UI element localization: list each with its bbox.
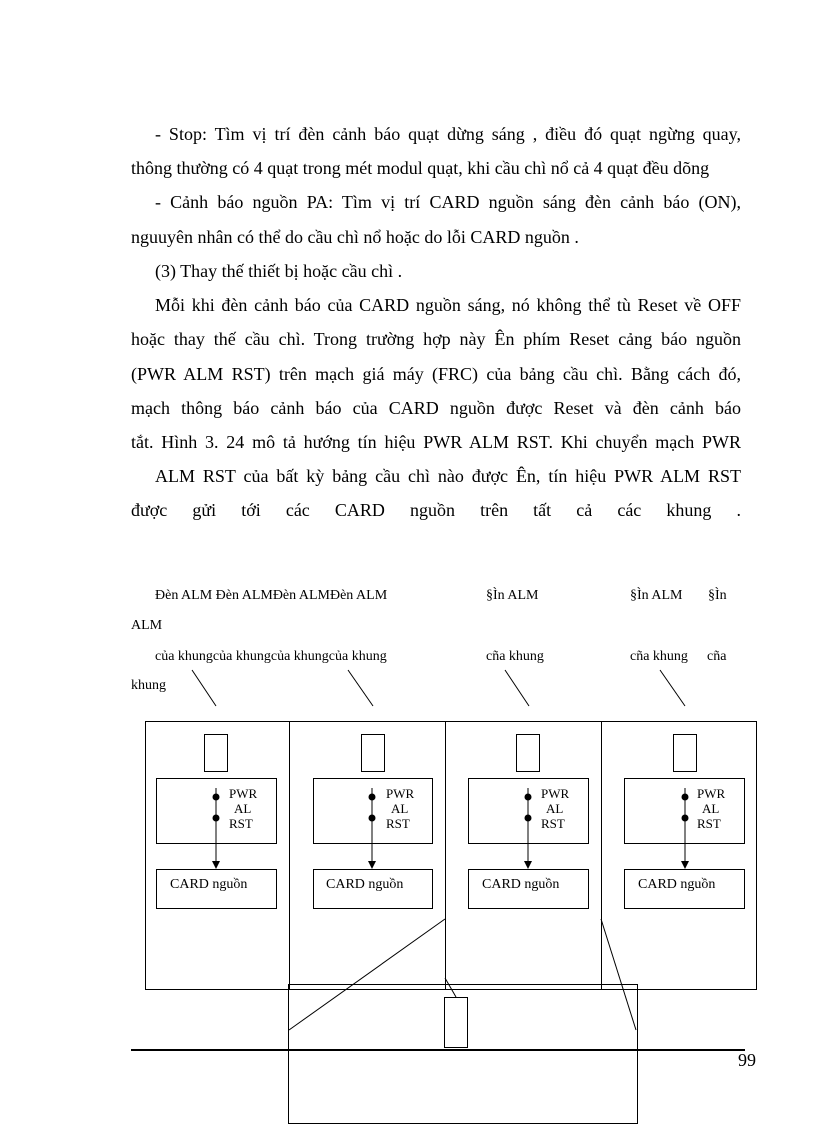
alm-lamp-3: [516, 734, 540, 772]
alm-lamp-1: [204, 734, 228, 772]
card-label-1: CARD nguồn: [170, 877, 248, 892]
fuse-board-switch: [444, 997, 468, 1048]
switch-label-4: PWR AL RST: [697, 786, 726, 831]
p3-text: (3) Thay thế thiết bị hoặc cầu chì .: [155, 261, 403, 281]
alm-lamp-4: [673, 734, 697, 772]
card-label-4: CARD nguồn: [638, 877, 716, 892]
p4-line1: Mỗi khi đèn cảnh báo của CARD nguồn sáng, nó không thể tù Reset về OFF: [155, 295, 741, 315]
diagram-label-row3-c: cña khung: [630, 649, 688, 664]
p4-line7: được gửi tới các CARD nguồn trên tất cả các khung .: [131, 500, 741, 520]
diagram-label-row3-a: của khungcủa khungcủa khungcủa khung: [155, 649, 387, 664]
diagram-label-row4: khung: [131, 678, 166, 693]
p4-line5: tắt. Hình 3. 24 mô tả hướng tín hiệu PWR ALM RST. Khi chuyển mạch PWR: [131, 432, 741, 452]
p4-line4: mạch thông báo cảnh báo của CARD nguồn được Reset và đèn cảnh báo: [131, 398, 741, 418]
p4-line6: ALM RST của bất kỳ bảng cầu chì nào được Ên, tín hiệu PWR ALM RST: [155, 466, 741, 486]
p2-line1: - Cảnh báo nguồn PA: Tìm vị trí CARD nguồn sáng đèn cảnh báo (ON),: [155, 192, 741, 212]
card-label-3: CARD nguồn: [482, 877, 560, 892]
p1-line1: - Stop: Tìm vị trí đèn cảnh báo quạt dừng sáng , điều đó quạt ngừng quay,: [155, 124, 741, 144]
switch-box-4: [624, 778, 745, 844]
diagram-label-row1-a: Đèn ALM Đèn ALMĐèn ALMĐèn ALM: [155, 588, 388, 603]
p2-line2: nguuyên nhân có thể do cầu chì nổ hoặc do lỗi CARD nguồn .: [131, 227, 579, 247]
diagram-label-row1-d: §Ìn: [708, 588, 727, 603]
diagram-label-row2: ALM: [131, 618, 163, 633]
diagram-label-row1-c: §Ìn ALM: [630, 588, 683, 603]
diagram-label-row3-b: cña khung: [486, 649, 544, 664]
page-number: 99: [738, 1050, 756, 1070]
switch-box-1: [156, 778, 277, 844]
diagram-label-row1-b: §Ìn ALM: [486, 588, 539, 603]
diagram-label-row3-d: cña: [707, 649, 727, 664]
card-label-2: CARD nguồn: [326, 877, 404, 892]
pointer-line-1: [192, 670, 216, 706]
p4-line3: (PWR ALM RST) trên mạch giá máy (FRC) của bảng cầu chì. Bằng cách đó,: [131, 364, 741, 384]
pointer-line-4: [660, 670, 685, 706]
switch-box-2: [313, 778, 433, 844]
alm-lamp-2: [361, 734, 385, 772]
switch-label-1: PWR AL RST: [229, 786, 258, 831]
pointer-line-2: [348, 670, 373, 706]
pointer-line-3: [505, 670, 529, 706]
switch-label-3: PWR AL RST: [541, 786, 570, 831]
p1-line2: thông thường có 4 quạt trong mét modul quạt, khi cầu chì nổ cả 4 quạt đều dõng: [131, 158, 710, 178]
switch-box-3: [468, 778, 589, 844]
switch-label-2: PWR AL RST: [386, 786, 415, 831]
p4-line2: hoặc thay thế cầu chì. Trong trường hợp này Ên phím Reset cảng báo nguồn: [131, 329, 741, 349]
